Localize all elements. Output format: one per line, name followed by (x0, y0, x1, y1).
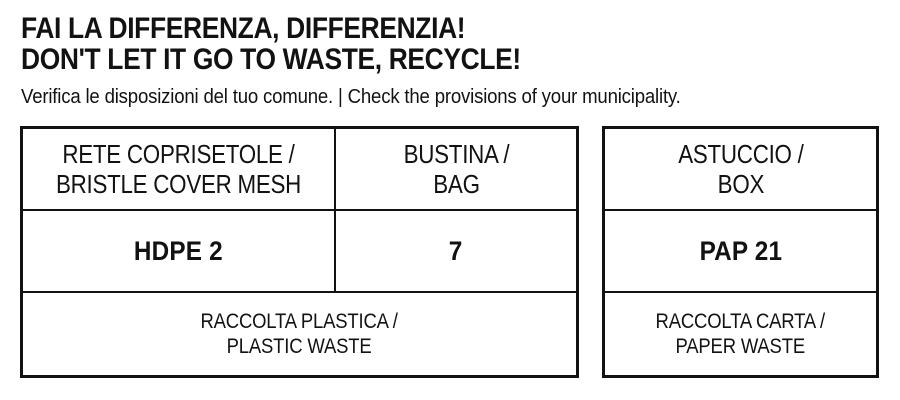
component-name-line1: BUSTINA / (403, 139, 509, 169)
plastic-recycling-table (20, 126, 579, 378)
disposal-instruction (656, 309, 825, 359)
page-title-line-italian: FAI LA DIFFERENZA, DIFFERENZIA! (21, 12, 466, 45)
label-header (21, 13, 589, 75)
disposal-line1: RACCOLTA CARTA / (655, 310, 826, 333)
component-name (403, 139, 509, 199)
material-code: 7 (449, 235, 463, 266)
component-cell-box (605, 129, 876, 211)
component-name-line1: ASTUCCIO / (677, 139, 804, 169)
component-cell-bristle-cover-mesh (23, 129, 336, 211)
component-name (56, 139, 301, 199)
material-code-cell-pap (605, 211, 876, 293)
page-title-line-english: DON'T LET IT GO TO WASTE, RECYCLE! (21, 43, 521, 76)
component-name-line2: BRISTLE COVER MESH (56, 169, 302, 199)
material-code: PAP 21 (699, 235, 782, 266)
component-name (678, 139, 803, 199)
disposal-cell-paper-waste (605, 293, 876, 375)
material-code: HDPE 2 (134, 235, 224, 266)
paper-recycling-table (602, 126, 879, 378)
component-name-line1: RETE COPRISETOLE / (62, 139, 295, 169)
material-code-cell-7 (336, 211, 576, 293)
municipality-provisions-note: Verifica le disposizioni del tuo comune. | Check the provisions of your municipality. (21, 86, 681, 108)
disposal-instruction (201, 309, 398, 359)
disposal-line2: PAPER WASTE (675, 335, 806, 358)
component-name-line2: BAG (432, 169, 480, 199)
disposal-line2: PLASTIC WASTE (227, 335, 372, 358)
component-name-line2: BOX (717, 169, 764, 199)
material-code-cell-hdpe (23, 211, 336, 293)
disposal-line1: RACCOLTA PLASTICA / (200, 310, 399, 333)
component-cell-bag (336, 129, 576, 211)
disposal-cell-plastic-waste (23, 293, 576, 375)
